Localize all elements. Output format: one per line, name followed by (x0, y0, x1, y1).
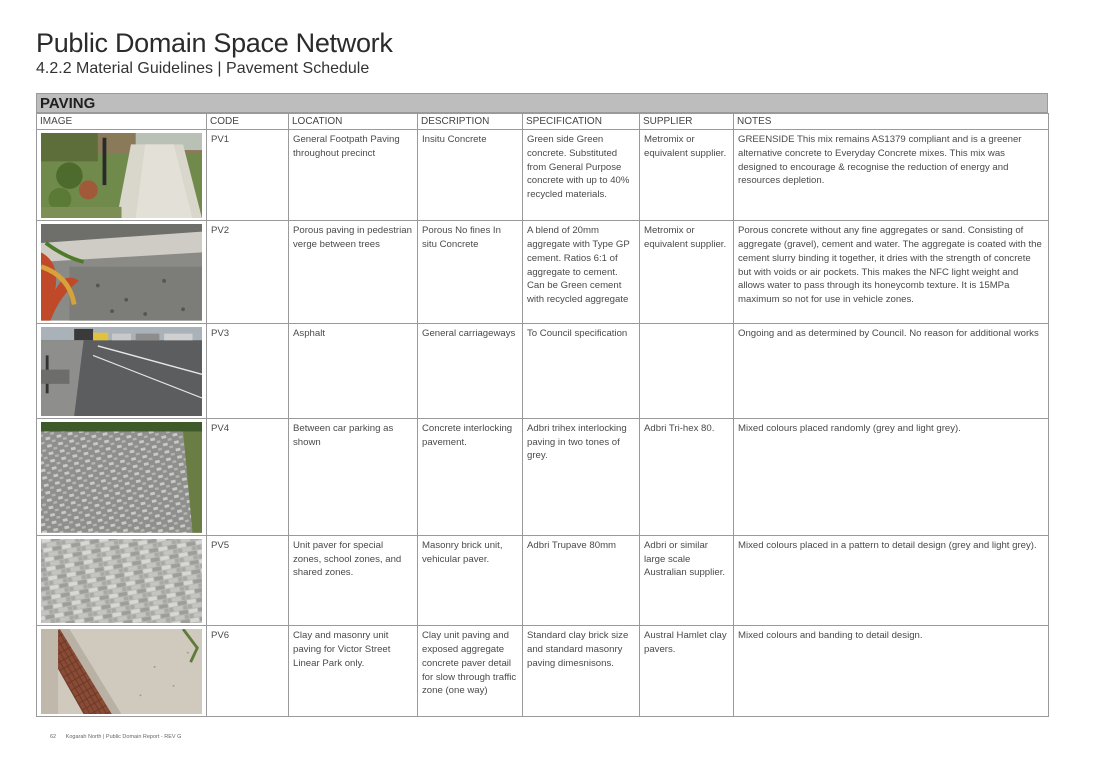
specification-cell: Standard clay brick size and standard masonry paving dimesnisons. (523, 626, 640, 717)
column-header-notes: NOTES (734, 114, 1049, 130)
page-title: Public Domain Space Network (36, 28, 393, 58)
description-cell: Insitu Concrete (418, 130, 523, 221)
unit-pavers-photo (41, 539, 202, 623)
supplier-cell: Metromix or equivalent supplier. (640, 221, 734, 324)
supplier-cell: Adbri Tri-hex 80. (640, 418, 734, 535)
code-cell: PV2 (207, 221, 289, 324)
table-row (37, 626, 1049, 717)
code-cell: PV6 (207, 626, 289, 717)
table-row (37, 130, 1049, 221)
description-cell: Masonry brick unit, vehicular paver. (418, 535, 523, 625)
specification-cell: Green side Green concrete. Substituted from General Purpose concrete with up to 40% recycled materials. (523, 130, 640, 221)
section-label: PAVING (40, 95, 96, 112)
location-cell: Clay and masonry unit paving for Victor Street Linear Park only. (289, 626, 418, 717)
section-header-paving (36, 93, 1048, 113)
location-cell: Porous paving in pedestrian verge between trees (289, 221, 418, 324)
supplier-cell: Metromix or equivalent supplier. (640, 130, 734, 221)
page-number: 62 (50, 734, 57, 740)
specification-cell: Adbri trihex interlocking paving in two tones of grey. (523, 418, 640, 535)
notes-cell: GREENSIDE This mix remains AS1379 compliant and is a greener alternative concrete to Everyday Concrete mixes. This mix was designed to encourage & recognise the reduction of energy and resources depletion. (734, 130, 1049, 221)
column-header-code: CODE (207, 114, 289, 130)
supplier-cell: Adbri or similar large scale Australian supplier. (640, 535, 734, 625)
image-cell (37, 418, 207, 535)
footpath-concrete-photo (41, 133, 202, 218)
table-row (37, 221, 1049, 324)
notes-cell: Ongoing and as determined by Council. No reason for additional works (734, 323, 1049, 418)
code-cell: PV3 (207, 323, 289, 418)
table-row (37, 535, 1049, 625)
porous-paving-photo (41, 224, 202, 321)
table-row (37, 418, 1049, 535)
description-cell: Porous No fines In situ Concrete (418, 221, 523, 324)
specification-cell: To Council specification (523, 323, 640, 418)
code-cell: PV4 (207, 418, 289, 535)
interlocking-pavers-photo (41, 422, 202, 533)
code-cell: PV1 (207, 130, 289, 221)
table-header-row (37, 114, 1049, 130)
page-footer (50, 734, 189, 740)
supplier-cell: Austral Hamlet clay pavers. (640, 626, 734, 717)
notes-cell: Mixed colours and banding to detail design. (734, 626, 1049, 717)
notes-cell: Porous concrete without any fine aggregates or sand. Consisting of aggregate (gravel), cement and water. The aggregate is coated with the cement slurry binding it together, it dries with the strength of concrete but with voids or air pockets. This makes the NFC light weight and allows water to pass through its honeycomb texture. It is 15MPa maximum so not for use in vehicle zones. (734, 221, 1049, 324)
supplier-cell (640, 323, 734, 418)
pavement-schedule-table (36, 113, 1049, 717)
report-name: Kogarah North | Public Domain Report - REV G (65, 734, 182, 740)
specification-cell: A blend of 20mm aggregate with Type GP cement. Ratios 6:1 of aggregate to cement. Can be Green cement with recycled aggregate (523, 221, 640, 324)
description-cell: General carriageways (418, 323, 523, 418)
clay-brick-paving-photo (41, 629, 202, 714)
column-header-specification: SPECIFICATION (523, 114, 640, 130)
image-cell (37, 535, 207, 625)
table-row (37, 323, 1049, 418)
image-cell (37, 130, 207, 221)
location-cell: General Footpath Paving throughout precinct (289, 130, 418, 221)
location-cell: Between car parking as shown (289, 418, 418, 535)
location-cell: Asphalt (289, 323, 418, 418)
notes-cell: Mixed colours placed randomly (grey and light grey). (734, 418, 1049, 535)
code-cell: PV5 (207, 535, 289, 625)
image-cell (37, 626, 207, 717)
specification-cell: Adbri Trupave 80mm (523, 535, 640, 625)
column-header-location: LOCATION (289, 114, 418, 130)
column-header-image: IMAGE (37, 114, 207, 130)
description-cell: Clay unit paving and exposed aggregate concrete paver detail for slow through traffic zone (one way) (418, 626, 523, 717)
column-header-supplier: SUPPLIER (640, 114, 734, 130)
page-subtitle: 4.2.2 Material Guidelines | Pavement Schedule (36, 60, 370, 77)
asphalt-road-photo (41, 327, 202, 416)
column-header-description: DESCRIPTION (418, 114, 523, 130)
image-cell (37, 221, 207, 324)
description-cell: Concrete interlocking pavement. (418, 418, 523, 535)
notes-cell: Mixed colours placed in a pattern to detail design (grey and light grey). (734, 535, 1049, 625)
location-cell: Unit paver for special zones, school zones, and shared zones. (289, 535, 418, 625)
image-cell (37, 323, 207, 418)
